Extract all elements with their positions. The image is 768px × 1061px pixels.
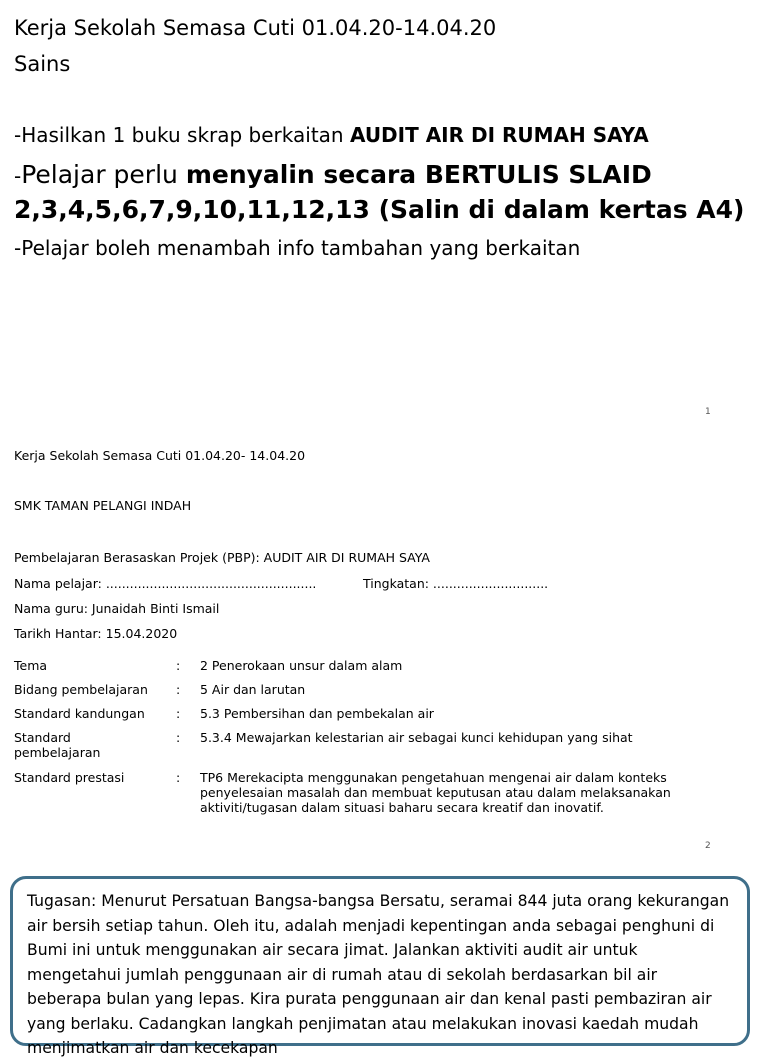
row-value: 5.3 Pembersihan dan pembekalan air xyxy=(200,706,434,721)
slide-title: Kerja Sekolah Semasa Cuti 01.04.20- 14.04.20 xyxy=(14,448,306,463)
instruction-2-bold: menyalin secara BERTULIS SLAID 2,3,4,5,6,7,9,10,11,12,13 (Salin di dalam kertas A4) xyxy=(14,160,745,224)
table-row xyxy=(14,682,754,697)
slide-title: Kerja Sekolah Semasa Cuti 01.04.20-14.04.20 xyxy=(14,16,497,40)
row-label: Standard prestasi xyxy=(14,770,125,785)
table-row xyxy=(14,658,754,673)
row-separator: : xyxy=(176,706,181,721)
instruction-line-2 xyxy=(14,158,754,227)
school-name: SMK TAMAN PELANGI INDAH xyxy=(14,498,192,513)
form-field: Tingkatan: ............................. xyxy=(363,576,549,591)
page-number: 1 xyxy=(705,407,711,417)
row-value: 2 Penerokaan unsur dalam alam xyxy=(200,658,403,673)
slide-2 xyxy=(0,430,768,860)
table-row xyxy=(14,730,754,760)
row-separator: : xyxy=(176,682,181,697)
row-separator: : xyxy=(176,658,181,673)
instruction-line-3: -Pelajar boleh menambah info tambahan yang berkaitan xyxy=(14,236,581,260)
task-box xyxy=(10,876,750,1057)
curriculum-table xyxy=(14,658,754,815)
teacher-name: Nama guru: Junaidah Binti Ismail xyxy=(14,601,220,616)
instruction-2-dash: - xyxy=(14,164,22,188)
row-label: Standard pembelajaran xyxy=(14,730,101,760)
table-row xyxy=(14,770,754,815)
instruction-2-normal: Pelajar perlu xyxy=(21,160,186,189)
row-value: TP6 Merekacipta menggunakan pengetahuan mengenai air dalam konteks penyelesaian masalah dan membuat keputusan atau dalam melaksanakan aktiviti/tugasan dalam situasi baharu secara kreatif dan inovatif. xyxy=(200,770,671,815)
instruction-line-1 xyxy=(14,122,649,148)
row-label: Tema xyxy=(14,658,48,673)
slide-1 xyxy=(0,0,768,430)
row-label: Standard kandungan xyxy=(14,706,145,721)
row-value: 5 Air dan larutan xyxy=(200,682,306,697)
row-label: Bidang pembelajaran xyxy=(14,682,148,697)
row-separator: : xyxy=(176,730,181,745)
row-value: 5.3.4 Mewajarkan kelestarian air sebagai kunci kehidupan yang sihat xyxy=(200,730,633,745)
task-text: Tugasan: Menurut Persatuan Bangsa-bangsa Bersatu, seramai 844 juta orang kekurangan air bersih setiap tahun. Oleh itu, adalah menjadi kepentingan anda sebagai penghuni di Bumi ini untuk menggunakan air secara jimat. Jalankan aktiviti audit air untuk mengetahui jumlah penggunaan air di rumah atau di sekolah berdasarkan bil air beberapa bulan yang lepas. Kira purata penggunaan air dan kenal pasti pembaziran air yang berlaku. Cadangkan langkah penjimatan atau melakukan inovasi kaedah mudah menjimatkan air dan kecekapan xyxy=(27,892,730,1057)
project-title: Pembelajaran Berasaskan Projek (PBP): AUDIT AIR DI RUMAH SAYA xyxy=(14,550,430,565)
due-date: Tarikh Hantar: 15.04.2020 xyxy=(14,626,178,641)
row-separator: : xyxy=(176,770,181,785)
table-row xyxy=(14,706,754,721)
instruction-1-prefix: -Hasilkan 1 buku skrap berkaitan xyxy=(14,123,350,147)
page-number: 2 xyxy=(705,841,711,851)
student-name-field: Nama pelajar: ..................................................... xyxy=(14,576,317,591)
instruction-1-bold: AUDIT AIR DI RUMAH SAYA xyxy=(349,123,649,147)
slide-subject: Sains xyxy=(14,52,71,76)
